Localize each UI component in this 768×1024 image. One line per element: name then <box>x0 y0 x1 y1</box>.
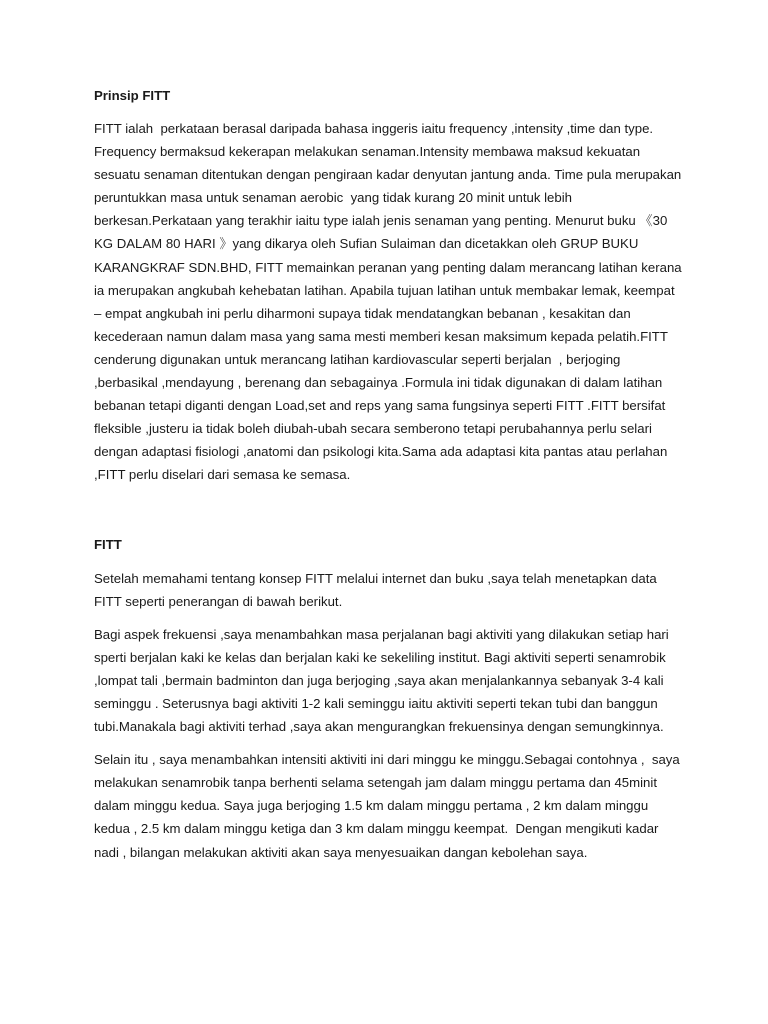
section-spacer <box>94 487 684 535</box>
paragraph-intensity: Selain itu , saya menambahkan intensiti aktiviti ini dari minggu ke minggu.Sebagai contohnya , saya melakukan senamrobik tanpa berhenti selama setengah jam dalam minggu pertama dan 45minit dalam minggu kedua. Saya juga berjoging 1.5 km dalam minggu pertama , 2 km dalam minggu kedua , 2.5 km dalam minggu ketiga dan 3 km dalam minggu keempat. Dengan mengikuti kadar nadi , bilangan melakukan aktiviti akan saya menyesuaikan dangan kebolehan saya. <box>94 752 684 860</box>
paragraph-fitt-definition: FITT ialah perkataan berasal daripada bahasa inggeris iaitu frequency ,intensity ,time dan type. Frequency bermaksud kekerapan melakukan senaman.Intensity membawa maksud kekuatan sesuatu senaman ditentukan dengan pengiraan kadar denyutan jantung anda. Time pula merupakan peruntukkan masa untuk senaman aerobic yang tidak kurang 20 minit untuk lebih berkesan.Perkataan yang terakhir iaitu type ialah jenis senaman yang penting. Menurut buku 《30 KG DALAM 80 HARI 》yang dikarya oleh Sufian Sulaiman dan dicetakkan oleh GRUP BUKU KARANGKRAF SDN.BHD, FITT memainkan peranan yang penting dalam merancang latihan kerana ia merupakan angkubah kehebatan latihan. Apabila tujuan latihan untuk membakar lemak, keempat – empat angkubah ini perlu diharmoni supaya tidak mendatangkan bebanan , kesakitan dan kecederaan namun dalam masa yang sama mesti memberi kesan maksimum kepada pelatih.FITT cenderung digunakan untuk merancang latihan kardiovascular seperti berjalan , berjoging ,berbasikal ,mendayung , berenang dan sebagainya .Formula ini tidak digunakan di dalam latihan bebanan tetapi diganti dengan Load,set and reps yang sama fungsinya seperti FITT .FITT bersifat fleksible ,justeru ia tidak boleh diubah-ubah secara semberono tetapi perubahannya perlu selari dengan adaptasi fisiologi ,anatomi dan psikologi kita.Sama ada adaptasi kita pantas atau perlahan ,FITT perlu diselari dari semasa ke semasa. <box>94 121 686 483</box>
section-heading-prinsip-fitt: Prinsip FITT <box>94 88 171 103</box>
section-heading-fitt: FITT <box>94 536 122 552</box>
document-page <box>94 86 684 864</box>
paragraph-frequency: Bagi aspek frekuensi ,saya menambahkan masa perjalanan bagi aktiviti yang dilakukan setiap hari sperti berjalan kaki ke kelas dan berjalan kaki ke sekeliling institut. Bagi aktiviti seperti senamrobik ,lompat tali ,bermain badminton dan juga berjoging ,saya akan menjalankannya sebanyak 3-4 kali seminggu . Seterusnya bagi aktiviti 1-2 kali seminggu iaitu aktiviti seperti tekan tubi dan banggun tubi.Manakala bagi aktiviti terhad ,saya akan mengurangkan frekuensinya dengan semungkinnya. <box>94 626 673 735</box>
paragraph-fitt-intro: Setelah memahami tentang konsep FITT melalui internet dan buku ,saya telah menetapkan data FITT seperti penerangan di bawah berikut. <box>94 570 661 609</box>
